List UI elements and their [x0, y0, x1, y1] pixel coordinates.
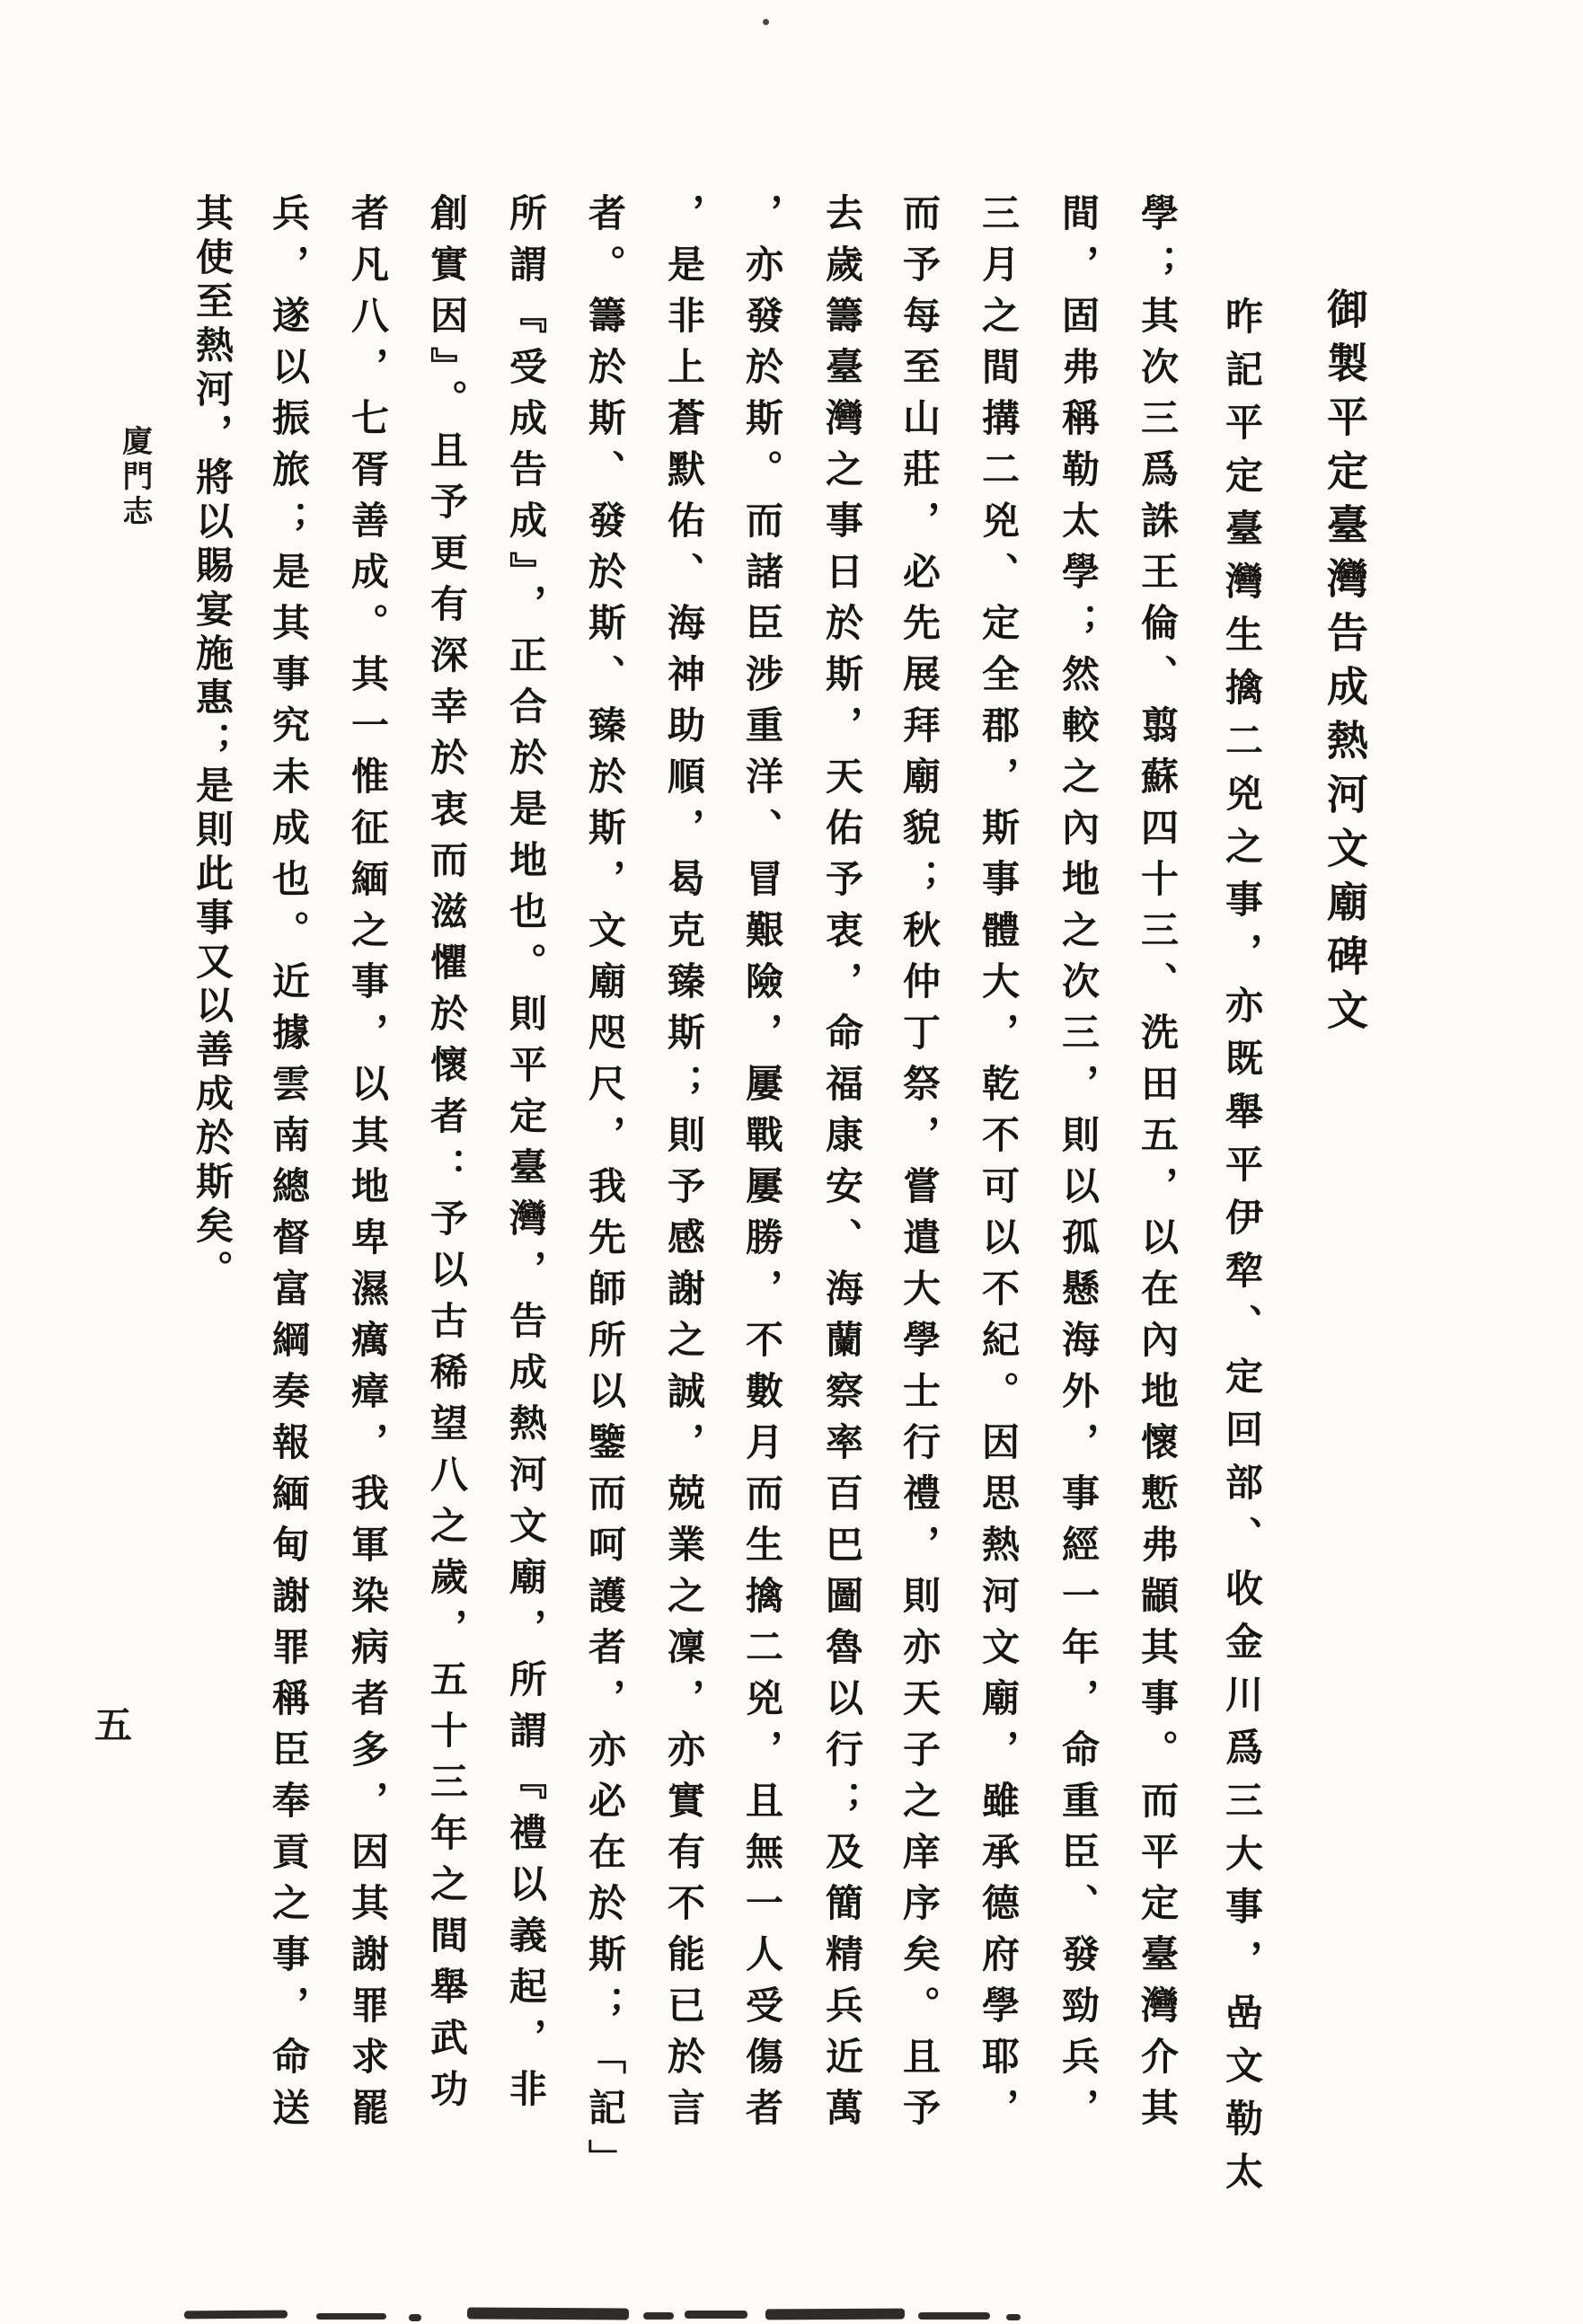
text-column-4: 三月之間搆二兇、定全郡，斯事體大，乾不可以不紀。因思熱河文廟，雖承德府學耶， — [977, 193, 1021, 2139]
text-column-11: 創實因』。且予更有深幸於衷而滋懼於懷者：予以古稀望八之歲，五十三年之間舉武功 — [425, 193, 469, 2120]
text-column-1: 昨記平定臺灣生擒二兇之事，亦既舉平伊犂、定回部、收金川爲三大事，嵒文勒太 — [1220, 296, 1264, 2205]
ink-smudge — [409, 2314, 421, 2321]
ink-smudge — [184, 2311, 287, 2320]
text-column-12: 者凡八，七胥善成。其一惟征緬之事，以其地卑濕癘瘴，我軍染病者多，因其謝罪求罷 — [346, 193, 390, 2139]
ink-smudge — [467, 2308, 629, 2320]
text-column-3: 間，固弗稱勒太學；然較之內地之次三，則以孤懸海外，事經一年，命重臣、發勁兵， — [1057, 193, 1101, 2139]
ink-dot — [763, 19, 769, 25]
ink-smudge — [765, 2309, 905, 2320]
ink-smudge — [1006, 2314, 1021, 2320]
text-column-6: 去歲籌臺灣之事日於斯，天佑予衷，命福康安、海蘭察率百巴圖魯以行；及簡精兵近萬 — [820, 193, 864, 2139]
book-title-margin: 廈門志 — [117, 425, 153, 530]
ink-smudge — [685, 2311, 747, 2319]
text-column-5: 而予每至山莊，必先展拜廟貌；秋仲丁祭，嘗遣大學士行禮，則亦天子之庠序矣。且予 — [898, 193, 942, 2139]
text-column-2: 學；其次三爲誅王倫、翦蘇四十三、洗田五，以在內地懷慙弗顓其事。而平定臺灣介其 — [1136, 193, 1180, 2139]
text-column-8: ，是非上蒼默佑、海神助順，曷克臻斯；則予感謝之誠，兢業之凜，亦實有不能已於言 — [662, 193, 706, 2139]
text-column-9: 者。籌於斯、發於斯、臻於斯，文廟咫尺，我先師所以鑒而呵護者，亦必在於斯；「記」 — [583, 193, 627, 2190]
text-column-7: ，亦發於斯。而諸臣涉重洋、冒艱險，屢戰屢勝，不數月而生擒二兇，且無一人受傷者 — [740, 193, 784, 2139]
text-column-13: 兵，遂以振旅；是其事究未成也。近據雲南總督富綱奏報緬甸謝罪稱臣奉貢之事，命送 — [267, 193, 311, 2139]
ink-smudge — [918, 2312, 990, 2320]
ink-smudge — [316, 2313, 386, 2320]
text-column-10: 所謂『受成告成』，正合於是地也。則平定臺灣，告成熱河文廟，所謂『禮以義起，非 — [504, 193, 548, 2120]
text-column-14: 其使至熱河，將以賜宴施惠；是則此事又以善成於斯矣。 — [190, 193, 234, 1294]
stele-title: 御製平定臺灣告成熱河文廟碑文 — [1321, 287, 1369, 1042]
ink-smudge — [643, 2312, 674, 2320]
page-number: 五 — [89, 1705, 133, 1743]
